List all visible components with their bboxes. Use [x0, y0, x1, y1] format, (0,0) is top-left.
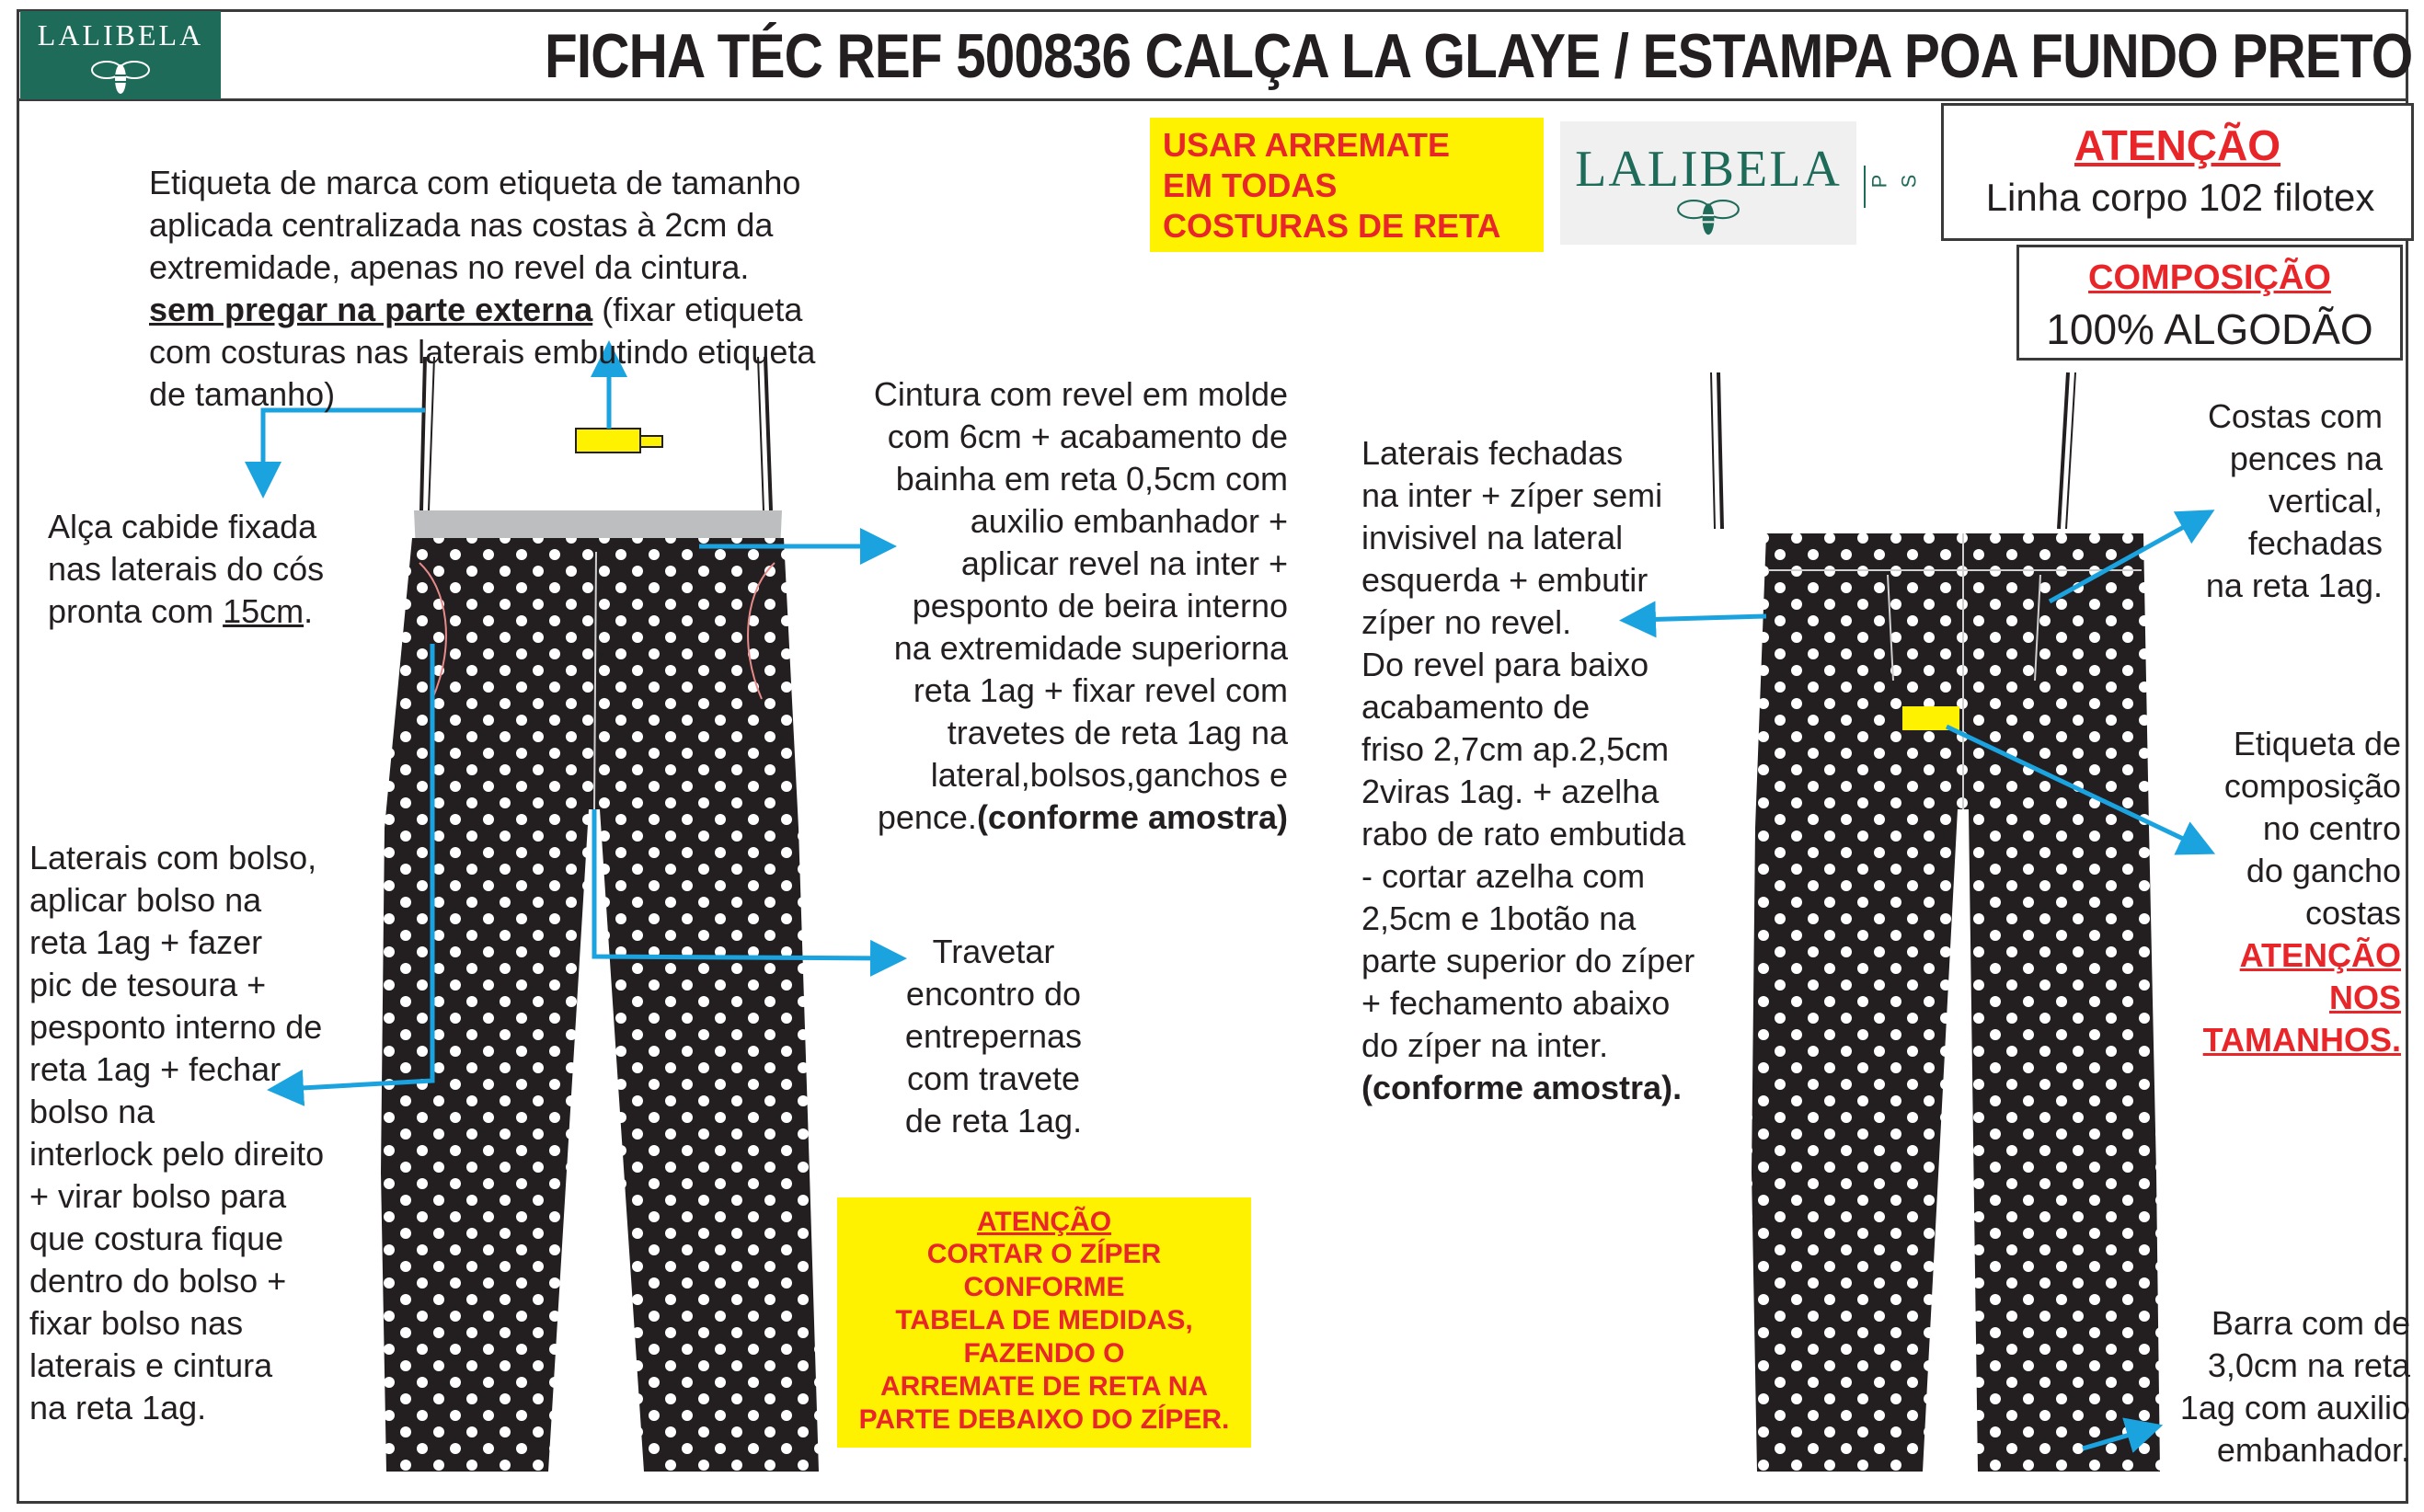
composicao-title: COMPOSIÇÃO — [2088, 258, 2331, 297]
ps-mark-s: S — [1897, 174, 1921, 189]
brand-label-marker — [576, 429, 640, 452]
note-laterais-bolso: Laterais com bolso, aplicar bolso na reta 1ag + fazer pic de tesoura + pesponto interno de reta 1ag + fechar bolso na interlock pelo direito + virar bolso para que costura fique dentro do bolso + fixar bolso nas laterais e cintura na reta 1ag. — [29, 839, 325, 1426]
brand-name: LALIBELA — [37, 18, 204, 52]
note-laterais-fechadas: Laterais fechadas na inter + zíper semi invisivel na lateral esquerda + embutir zíper no revel. Do revel para baixo acabamento de friso 2,7cm ap.2,5cm 2viras 1ag. + azelha rabo de rato embutida - cortar azelha com 2,5cm e 1botão na parte superior do zíper + fechamento abaixo do zíper na inter. (conforme amostra). — [1361, 434, 1695, 1106]
atencao-text: Linha corpo 102 filotex — [1985, 176, 2375, 219]
notice-composicao — [2016, 245, 2403, 361]
notice-atencao-linha — [1941, 103, 2414, 241]
note-alca-cabide: Alça cabide fixada nas laterais do cós pronta com 15cm. — [48, 508, 325, 630]
front-pants — [381, 357, 819, 1472]
bee-icon — [1676, 191, 1740, 239]
note-costas: Costas com pences na vertical, fechadas na reta 1ag. — [2205, 397, 2383, 604]
ziper-title: ATENÇÃO — [976, 1207, 1112, 1237]
back-pants — [1711, 372, 2160, 1472]
brand-logo-secondary — [1560, 121, 1856, 245]
composicao-text: 100% ALGODÃO — [2046, 305, 2373, 353]
logo-brand-name: LALIBELA — [1575, 141, 1842, 198]
note-travetar: Travetar encontro do entrepernas com travete de reta 1ag. — [904, 933, 1083, 1140]
note-etiqueta-composicao: Etiqueta de composição no centro do gancho costas ATENÇÃO NOS TAMANHOS. — [2202, 725, 2401, 1059]
note-barra: Barra com de 3,0cm na reta 1ag com auxilio embanhador. — [2179, 1304, 2410, 1469]
atencao-title: ATENÇÃO — [2074, 121, 2281, 169]
notice-arremate-text: USAR ARREMATE EM TODAS COSTURAS DE RETA — [1163, 126, 1501, 245]
notice-arremate — [1150, 118, 1544, 252]
page-title: FICHA TÉC REF 500836 CALÇA LA GLAYE / ESTAMPA POA FUNDO PRETO — [545, 21, 2413, 91]
note-etiqueta-marca: Etiqueta de marca com etiqueta de tamanho aplicada centralizada nas costas à 2cm da extremidade, apenas no revel da cintura. sem pregar na parte externa (fixar etiqueta com costuras nas laterais embutindo etiqueta de tamanho) — [149, 164, 816, 413]
notice-cortar-ziper — [837, 1197, 1251, 1448]
ps-mark — [1864, 166, 1928, 208]
note-cintura: Cintura com revel em molde com 6cm + acabamento de bainha em reta 0,5cm com auxilio embanhador + aplicar revel na inter + pesponto de beira interno na extremidade superiorna reta 1ag + fixar revel com travetes de reta 1ag na lateral,bolsos,ganchos e pence.(conforme amostra) — [873, 375, 1288, 836]
ps-mark-p: P — [1867, 174, 1891, 189]
ziper-text: CORTAR O ZÍPER CONFORME TABELA DE MEDIDAS, FAZENDO O ARREMATE DE RETA NA PARTE DEBAIXO DO ZÍPER. — [858, 1239, 1230, 1435]
